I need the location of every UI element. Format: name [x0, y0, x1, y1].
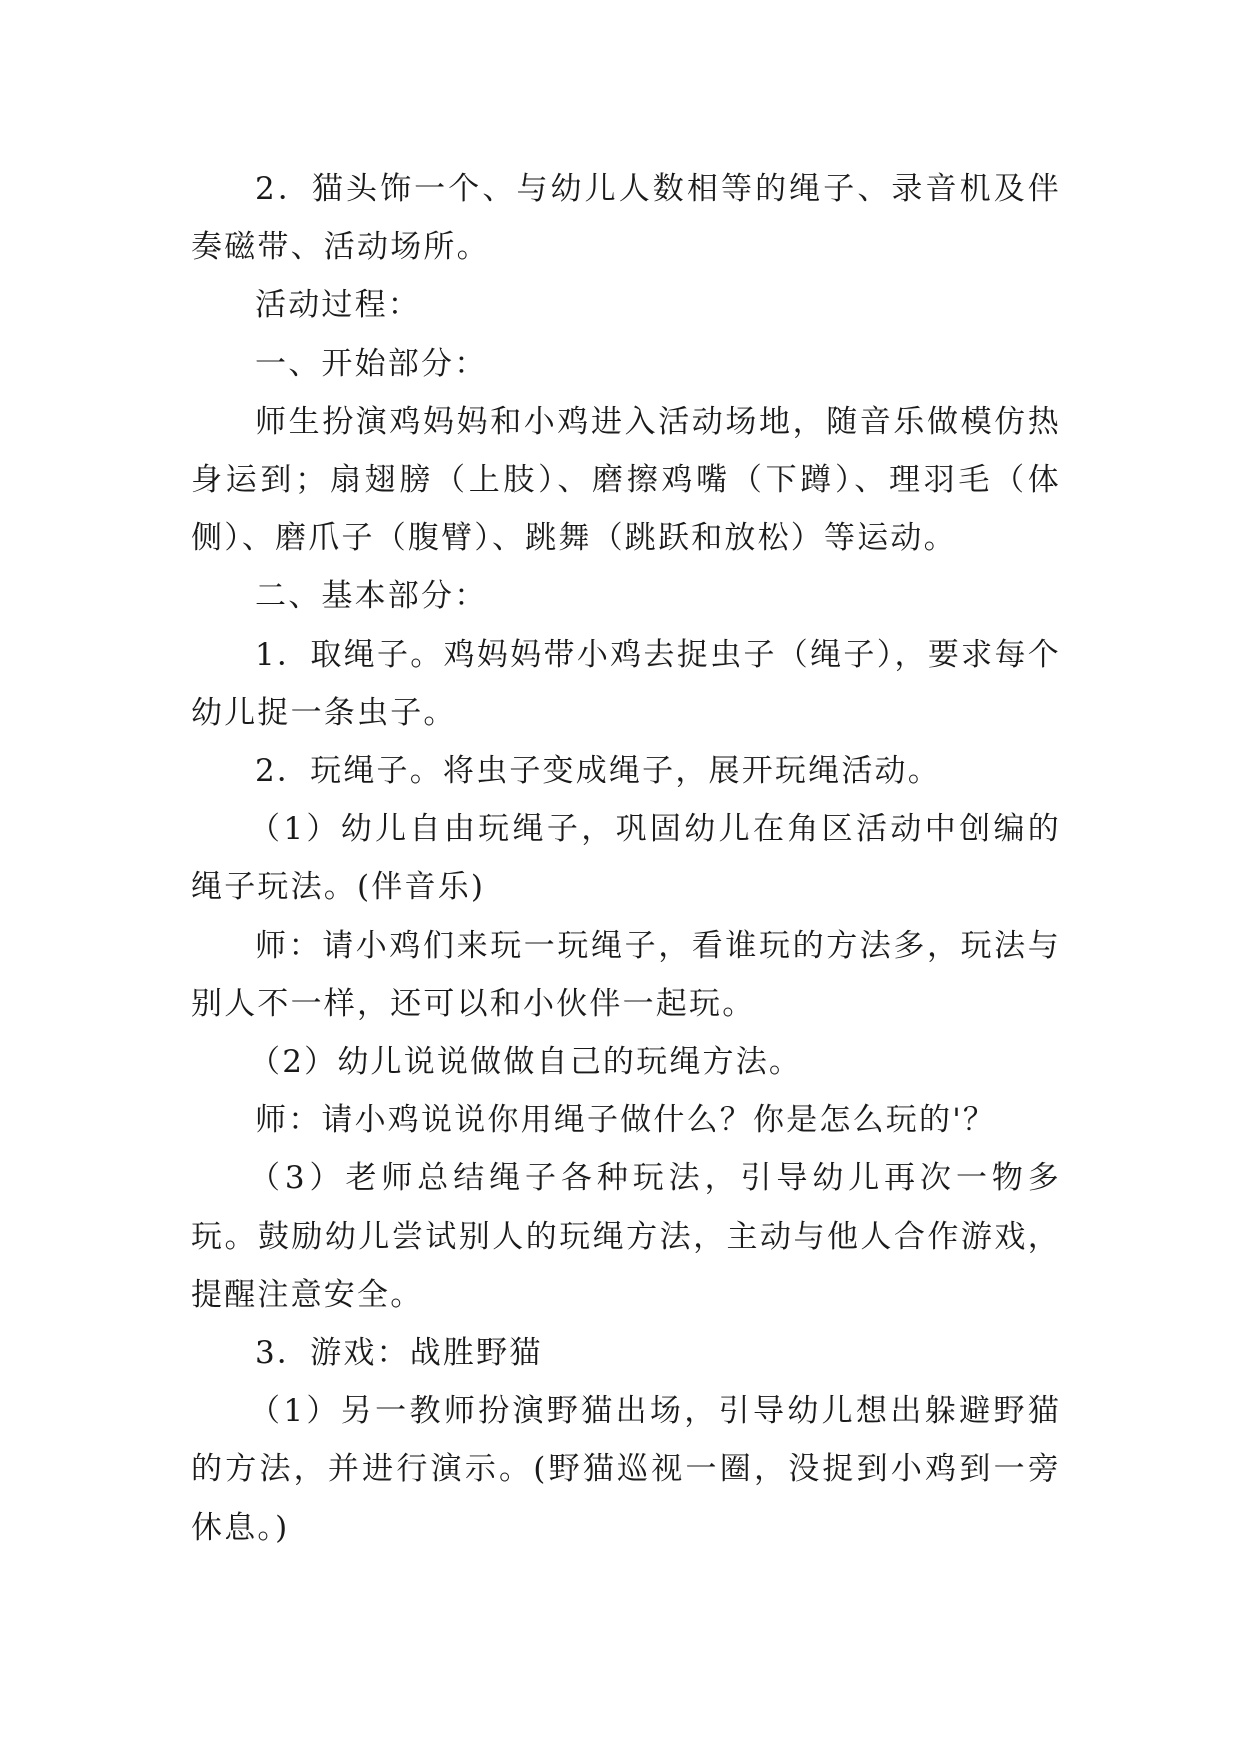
paragraph-step-3: 3．游戏：战胜野猫 — [255, 1335, 543, 1372]
paragraph-warmup: 师生扮演鸡妈妈和小鸡进入活动场地，随音乐做模仿热身运到；扇翅膀（上肢）、磨擦鸡嘴（下蹲）、理羽毛（体侧）、磨爪子（腹臂）、跳舞（跳跃和放松）等运动。 — [191, 403, 1061, 557]
heading-part-one: 一、开始部分： — [255, 345, 488, 382]
paragraph-teacher-1: 师：请小鸡们来玩一玩绳子，看谁玩的方法多，玩法与别人不一样，还可以和小伙伴一起玩。 — [191, 927, 1061, 1022]
paragraph-teacher-2: 师：请小鸡说说你用绳子做什么？你是怎么玩的'？ — [255, 1102, 997, 1139]
heading-activity-process: 活动过程： — [255, 287, 421, 324]
paragraph-game-substep-1: （1）另一教师扮演野猫出场，引导幼儿想出躲避野猫的方法，并进行演示。(野猫巡视一圈，没捉到小鸡到一旁休息。) — [191, 1393, 1061, 1546]
paragraph-substep-1: （1）幼儿自由玩绳子，巩固幼儿在角区活动中创编的绳子玩法。(伴音乐) — [191, 811, 1061, 906]
paragraph-materials: 2．猫头饰一个、与幼儿人数相等的绳子、录音机及伴奏磁带、活动场所。 — [191, 171, 1061, 266]
heading-part-two: 二、基本部分： — [255, 578, 488, 615]
paragraph-substep-3: （3）老师总结绳子各种玩法，引导幼儿再次一物多玩。鼓励幼儿尝试别人的玩绳方法，主动与他人合作游戏，提醒注意安全。 — [191, 1160, 1061, 1313]
document-body — [191, 160, 1061, 1557]
paragraph-step-2: 2．玩绳子。将虫子变成绳子，展开玩绳活动。 — [255, 753, 941, 790]
paragraph-substep-2: （2）幼儿说说做做自己的玩绳方法。 — [249, 1044, 803, 1081]
paragraph-step-1: 1．取绳子。鸡妈妈带小鸡去捉虫子（绳子），要求每个幼儿捉一条虫子。 — [191, 636, 1061, 731]
